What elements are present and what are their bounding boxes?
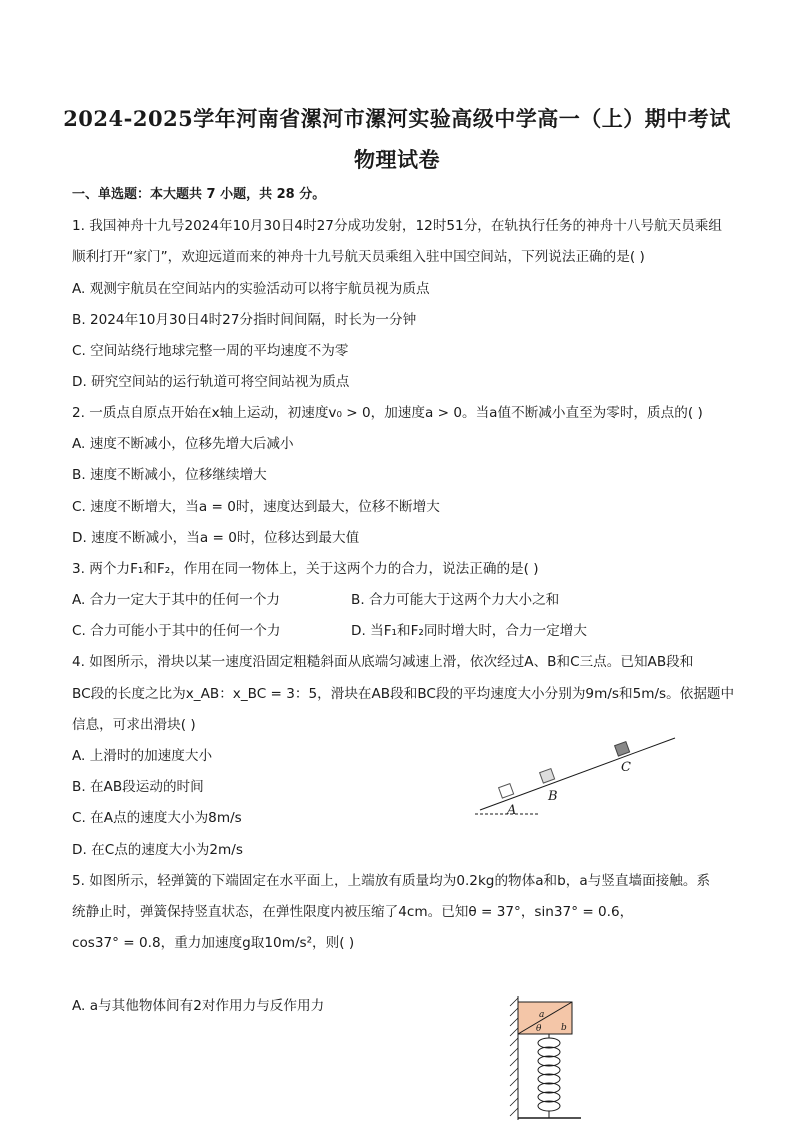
label-a: A: [507, 803, 517, 818]
label-block-b: b: [561, 1023, 567, 1033]
q4-option-d: D. 在C点的速度大小为2m/s: [72, 842, 243, 858]
q2-option-c: C. 速度不断增大，当a = 0时，速度达到最大，位移不断增大: [72, 499, 440, 515]
q5-option-a: A. a与其他物体间有2对作用力与反作用力: [72, 998, 325, 1014]
q2-option-a: A. 速度不断减小，位移先增大后减小: [72, 436, 294, 452]
exam-title-line1: 2024-2025学年河南省漯河市漯河实验高级中学高一（上）期中考试: [63, 106, 731, 131]
q3-option-a: A. 合力一定大于其中的任何一个力: [72, 592, 281, 608]
q5-stem-line3: cos37° = 0.8，重力加速度g取10m/s²，则( ): [72, 935, 355, 951]
q2-stem: 2. 一质点自原点开始在x轴上运动，初速度v₀ > 0，加速度a > 0。当a值不断减小直至为零时，质点的( ): [72, 405, 703, 421]
section-heading: 一、单选题：本大题共 7 小题，共 28 分。: [72, 187, 326, 202]
block-c: [615, 742, 630, 756]
q2-option-d: D. 速度不断减小，当a = 0时，位移达到最大值: [72, 530, 360, 546]
q3-option-b: B. 合力可能大于这两个力大小之和: [351, 592, 560, 608]
q1-option-c: C. 空间站绕行地球完整一周的平均速度不为零: [72, 343, 349, 359]
q3-stem: 3. 两个力F₁和F₂，作用在同一物体上，关于这两个力的合力，说法正确的是( ): [72, 561, 539, 577]
q5-spring-figure: [505, 992, 595, 1120]
q5-stem-line2: 统静止时，弹簧保持竖直状态，在弹性限度内被压缩了4cm。已知θ = 37°，sin37° = 0.6，: [72, 904, 634, 920]
wall-hatching: [510, 998, 518, 1116]
q4-option-a: A. 上滑时的加速度大小: [72, 748, 213, 764]
block-a: [499, 784, 514, 798]
label-block-a: a: [539, 1010, 545, 1020]
q4-option-b: B. 在AB段运动的时间: [72, 779, 204, 795]
q1-stem-line1: 1. 我国神舟十九号2024年10月30日4时27分成功发射，12时51分，在轨执行任务的神舟十八号航天员乘组: [72, 218, 722, 234]
block-b: [540, 769, 555, 783]
label-c: C: [621, 760, 631, 775]
q1-option-a: A. 观测宇航员在空间站内的实验活动可以将宇航员视为质点: [72, 281, 430, 297]
q1-option-d: D. 研究空间站的运行轨道可将空间站视为质点: [72, 374, 350, 390]
label-theta: θ: [536, 1024, 542, 1034]
q3-option-c: C. 合力可能小于其中的任何一个力: [72, 623, 281, 639]
label-b: B: [548, 789, 558, 804]
q2-option-b: B. 速度不断减小，位移继续增大: [72, 467, 267, 483]
q5-stem-line1: 5. 如图所示，轻弹簧的下端固定在水平面上，上端放有质量均为0.2kg的物体a和b，a与竖直墙面接触。系: [72, 873, 711, 889]
q4-stem-line3: 信息，可求出滑块( ): [72, 717, 196, 733]
spring: [538, 1034, 560, 1118]
q4-incline-figure: [470, 730, 685, 825]
q3-option-d: D. 当F₁和F₂同时增大时，合力一定增大: [351, 623, 587, 639]
q4-option-c: C. 在A点的速度大小为8m/s: [72, 810, 242, 826]
incline-surface: [480, 738, 675, 810]
exam-title-line2: 物理试卷: [354, 147, 440, 172]
q1-stem-line2: 顺利打开“家门”，欢迎远道而来的神舟十九号航天员乘组入驻中国空间站，下列说法正确的是( ): [72, 249, 645, 265]
q4-stem-line2: BC段的长度之比为x_AB：x_BC = 3：5，滑块在AB段和BC段的平均速度大小分别为9m/s和5m/s。依据题中: [72, 686, 735, 702]
q1-option-b: B. 2024年10月30日4时27分指时间间隔，时长为一分钟: [72, 312, 417, 328]
q4-stem-line1: 4. 如图所示，滑块以某一速度沿固定粗糙斜面从底端匀减速上滑，依次经过A、B和C三点。已知AB段和: [72, 654, 694, 670]
